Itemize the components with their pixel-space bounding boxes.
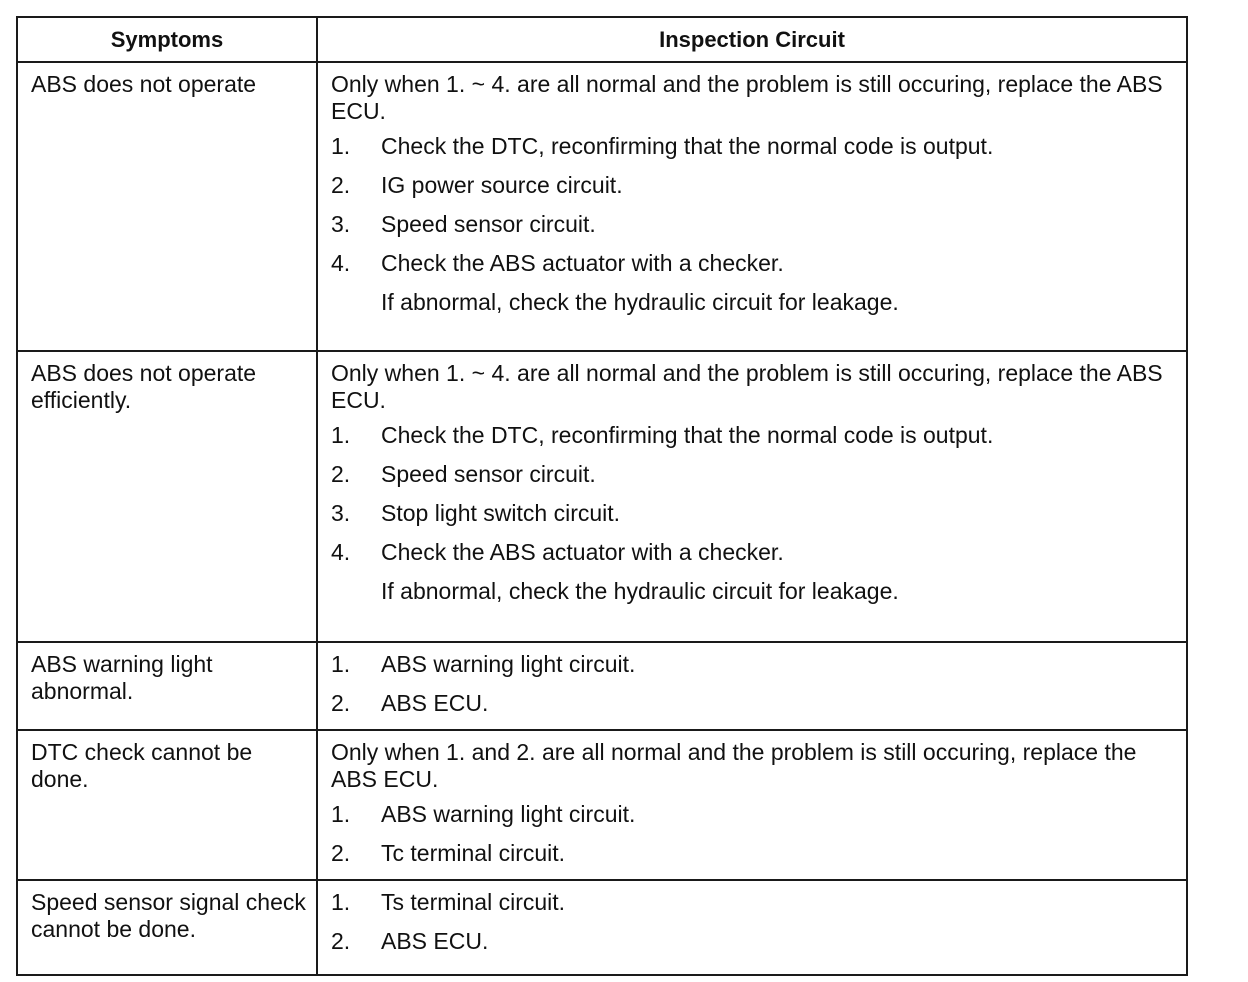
inspection-circuit-header: Inspection Circuit	[317, 17, 1187, 62]
symptom-cell: ABS does not operate	[17, 62, 317, 351]
table-row	[17, 730, 1187, 880]
table-row	[17, 351, 1187, 642]
table-row	[17, 62, 1187, 351]
list-item	[331, 250, 1174, 289]
item-text: ABS ECU.	[381, 928, 489, 954]
item-text: Ts terminal circuit.	[381, 889, 566, 915]
list-item	[331, 928, 1174, 967]
symptom-cell: ABS does not operate efficiently.	[17, 351, 317, 642]
item-number: 1.	[331, 651, 351, 677]
item-text: Speed sensor circuit.	[381, 461, 596, 487]
list-item	[331, 461, 1174, 500]
item-text: Tc terminal circuit.	[381, 840, 566, 866]
list-item	[331, 211, 1174, 250]
item-number: 1.	[331, 889, 351, 915]
item-number: 1.	[331, 133, 351, 159]
inspection-cell	[317, 351, 1187, 642]
item-text: Speed sensor circuit.	[381, 211, 596, 237]
symptom-cell: ABS warning light abnormal.	[17, 642, 317, 730]
list-item	[331, 801, 1174, 840]
item-number: 3.	[331, 211, 351, 237]
table-row	[17, 880, 1187, 975]
list-item	[331, 422, 1174, 461]
item-text: ABS warning light circuit.	[381, 651, 636, 677]
intro-text: Only when 1. ~ 4. are all normal and the problem is still occuring, replace the ABS ECU.	[331, 71, 1163, 124]
intro-text: Only when 1. and 2. are all normal and the problem is still occuring, replace the ABS ECU.	[331, 739, 1137, 792]
item-text: IG power source circuit.	[381, 172, 623, 198]
list-item	[331, 500, 1174, 539]
list-item	[331, 840, 1174, 879]
table-row	[17, 642, 1187, 730]
item-text: ABS ECU.	[381, 690, 489, 716]
intro-text: Only when 1. ~ 4. are all normal and the problem is still occuring, replace the ABS ECU.	[331, 360, 1163, 413]
inspection-cell	[317, 730, 1187, 880]
item-number: 1.	[331, 801, 351, 827]
item-text: Check the DTC, reconfirming that the normal code is output.	[381, 133, 994, 159]
item-text: Check the DTC, reconfirming that the normal code is output.	[381, 422, 994, 448]
item-number: 3.	[331, 500, 351, 526]
note-text: If abnormal, check the hydraulic circuit for leakage.	[381, 578, 899, 604]
list-item	[331, 133, 1174, 172]
inspection-cell	[317, 642, 1187, 730]
inspection-table	[16, 16, 1188, 976]
list-item	[331, 651, 1174, 690]
list-item	[331, 539, 1174, 578]
symptom-cell: Speed sensor signal check cannot be done.	[17, 880, 317, 975]
item-text: Check the ABS actuator with a checker.	[381, 250, 784, 276]
list-item	[331, 889, 1174, 928]
list-item	[331, 172, 1174, 211]
item-text: Check the ABS actuator with a checker.	[381, 539, 784, 565]
inspection-cell	[317, 880, 1187, 975]
item-number: 2.	[331, 172, 351, 198]
item-number: 2.	[331, 690, 351, 716]
item-number: 2.	[331, 461, 351, 487]
symptoms-header: Symptoms	[17, 17, 317, 62]
item-number: 4.	[331, 539, 351, 565]
item-number: 4.	[331, 250, 351, 276]
item-number: 2.	[331, 840, 351, 866]
note-text: If abnormal, check the hydraulic circuit for leakage.	[381, 289, 899, 315]
list-item	[331, 690, 1174, 729]
header-row	[17, 17, 1187, 62]
item-number: 1.	[331, 422, 351, 448]
item-text: ABS warning light circuit.	[381, 801, 636, 827]
symptom-cell: DTC check cannot be done.	[17, 730, 317, 880]
inspection-cell	[317, 62, 1187, 351]
item-number: 2.	[331, 928, 351, 954]
item-text: Stop light switch circuit.	[381, 500, 621, 526]
